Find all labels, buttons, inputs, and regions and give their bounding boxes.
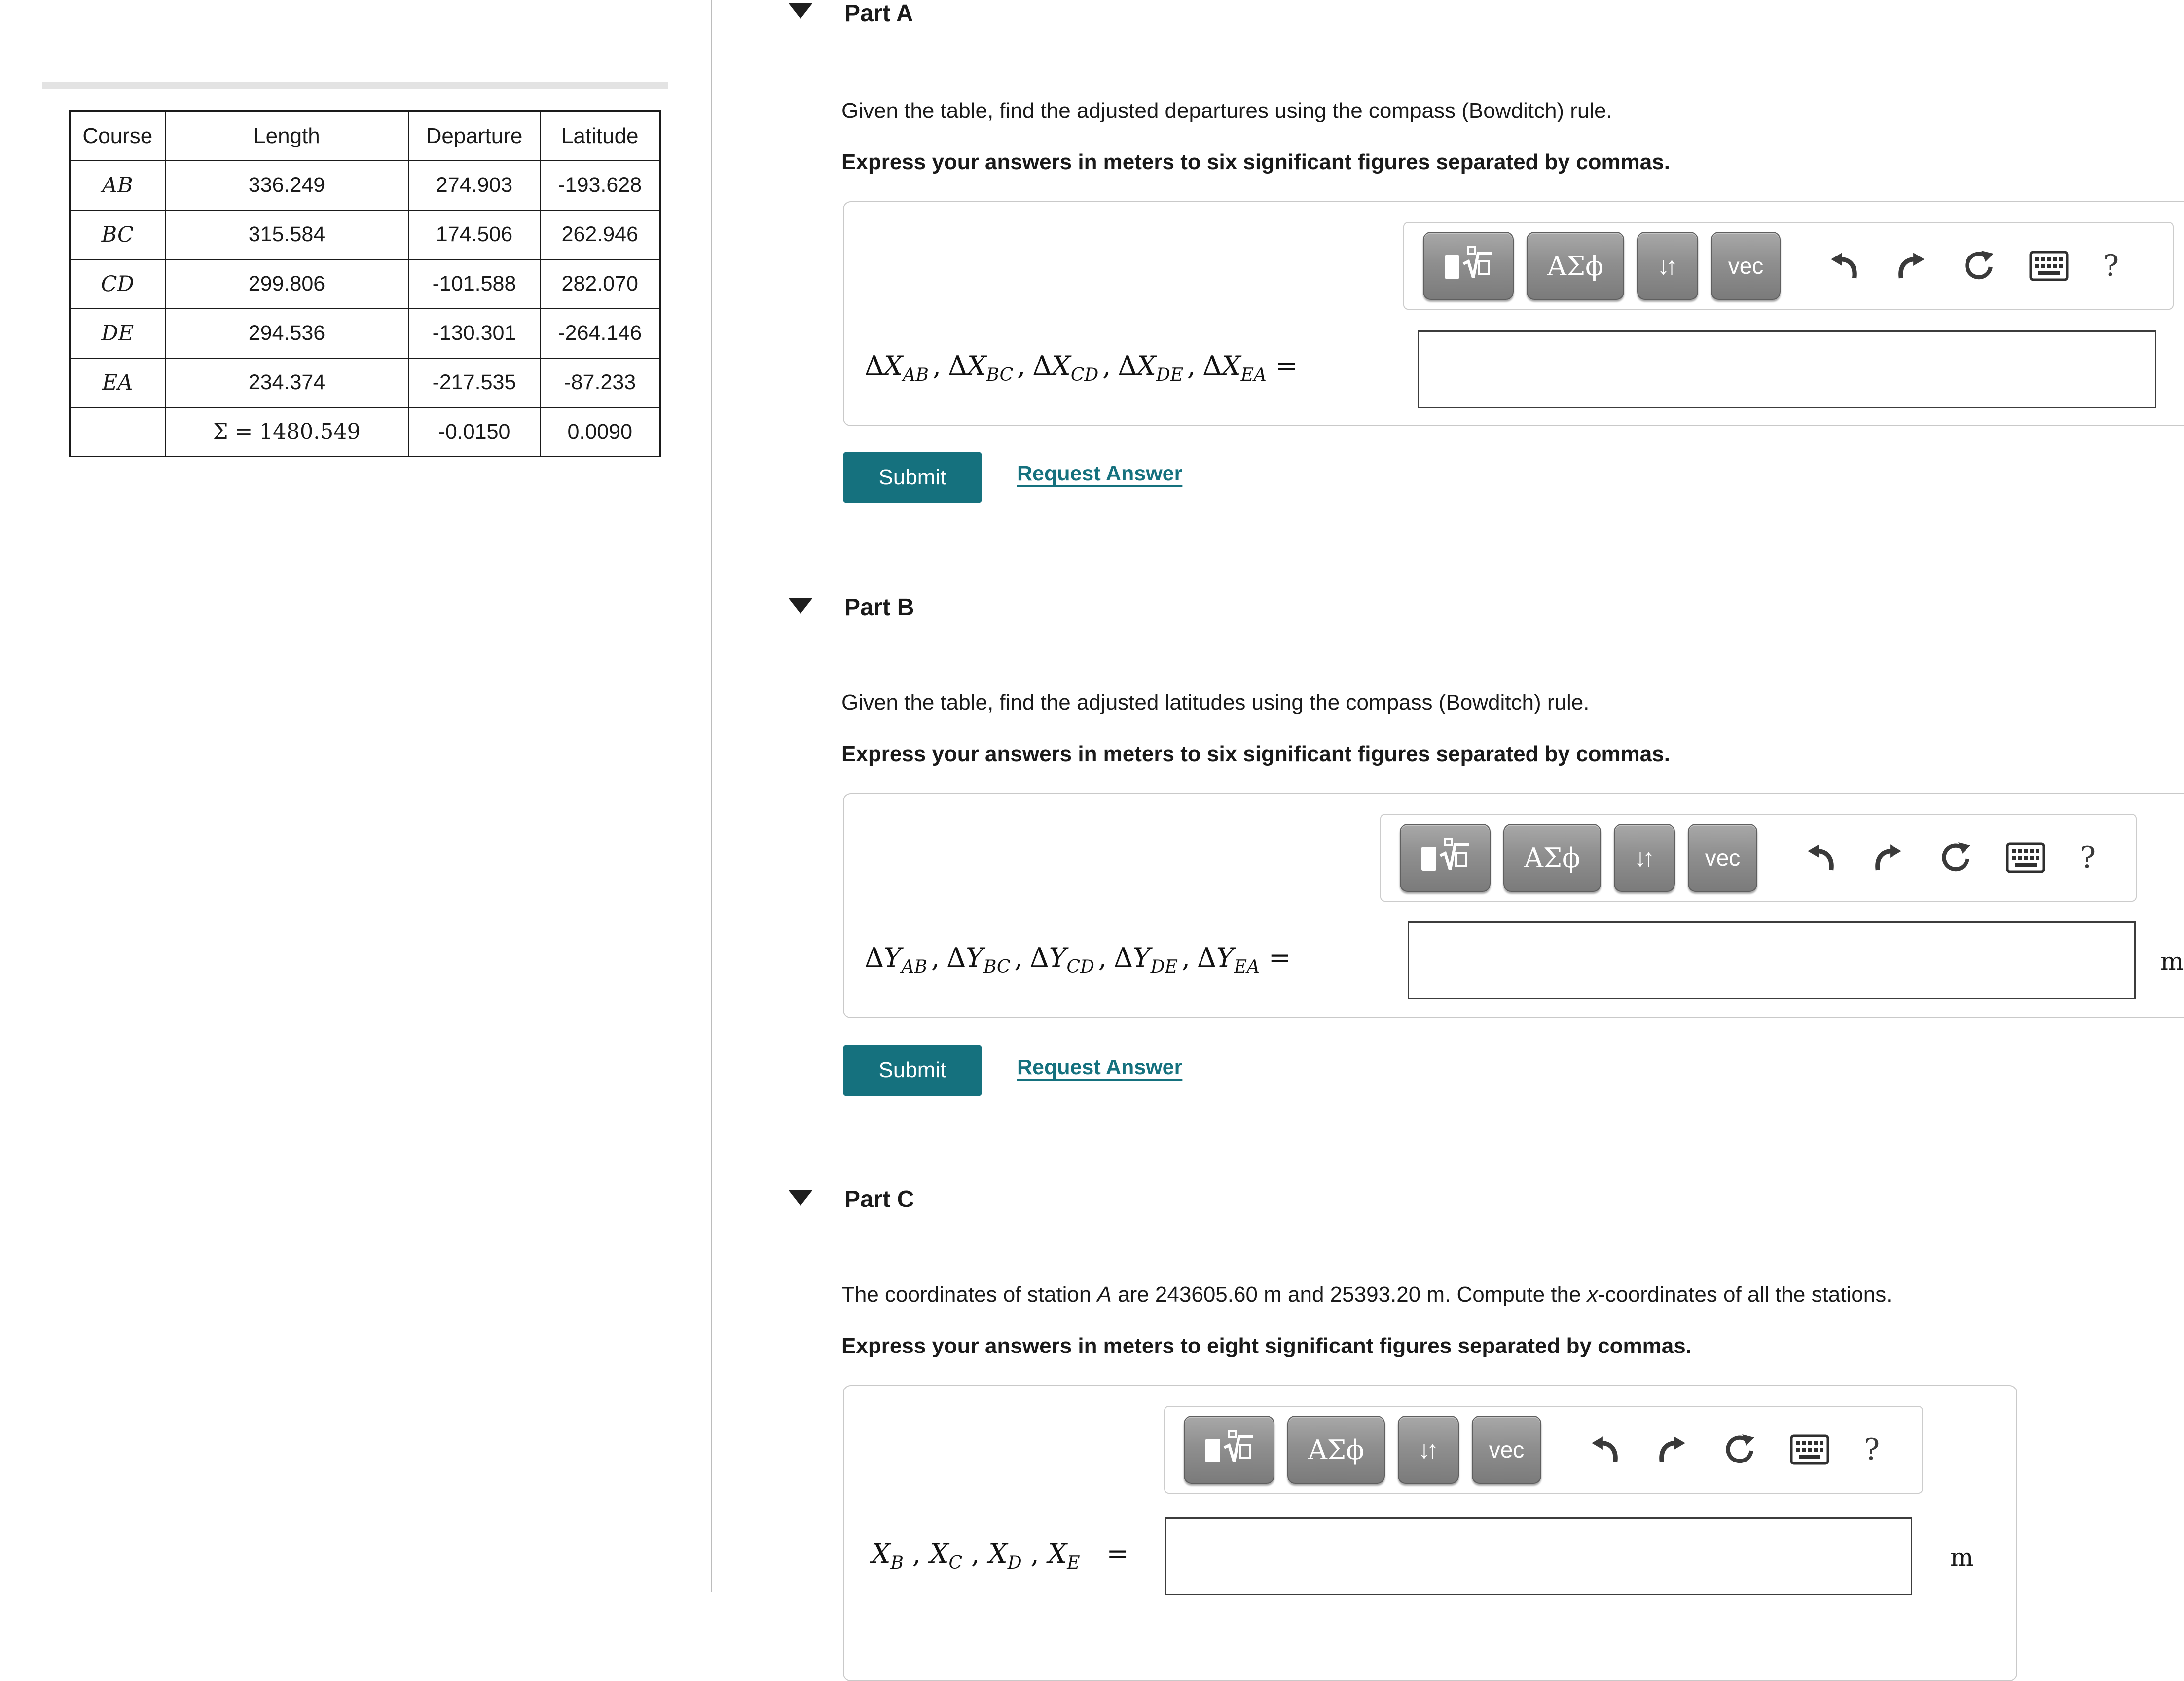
keyboard-icon[interactable] bbox=[2029, 251, 2069, 281]
table-row bbox=[70, 161, 660, 210]
updown-arrows-button[interactable]: ↓↑ bbox=[1398, 1416, 1459, 1484]
cell-course: CD bbox=[70, 259, 165, 309]
cell-length: 299.806 bbox=[165, 259, 409, 309]
greek-symbols-button[interactable]: ΑΣϕ bbox=[1527, 232, 1624, 300]
cell-departure: -101.588 bbox=[409, 259, 540, 309]
cell-course: AB bbox=[70, 161, 165, 210]
cell-latitude: 262.946 bbox=[540, 210, 660, 259]
part-title: Part A bbox=[844, 0, 913, 27]
greek-symbols-button[interactable]: ΑΣϕ bbox=[1287, 1416, 1385, 1484]
table-row bbox=[70, 309, 660, 358]
cell-course: EA bbox=[70, 358, 165, 407]
help-icon[interactable]: ? bbox=[2080, 840, 2096, 875]
reset-icon[interactable] bbox=[1723, 1433, 1755, 1466]
part-prompt: Given the table, find the adjusted latitudes using the compass (Bowditch) rule. bbox=[841, 691, 1590, 715]
help-icon[interactable]: ? bbox=[1864, 1432, 1880, 1467]
col-header-length: Length bbox=[165, 111, 409, 161]
cell-latitude: -264.146 bbox=[540, 309, 660, 358]
template-icon bbox=[1443, 243, 1494, 289]
submit-button[interactable]: Submit bbox=[843, 452, 982, 503]
cell-length: 315.584 bbox=[165, 210, 409, 259]
equation-template-button[interactable] bbox=[1400, 824, 1491, 892]
unit-label: m bbox=[2160, 947, 2184, 976]
col-header-departure: Departure bbox=[409, 111, 540, 161]
table-header-row bbox=[70, 111, 660, 161]
request-answer-link[interactable]: Request Answer bbox=[1017, 462, 1183, 485]
redo-icon[interactable] bbox=[1656, 1433, 1688, 1466]
table-sum-row bbox=[70, 407, 660, 457]
updown-arrows-button[interactable]: ↓↑ bbox=[1637, 232, 1698, 300]
part-prompt: The coordinates of station A are 243605.60 m and 25393.20 m. Compute the x-coordinates of all the stations. bbox=[841, 1282, 1893, 1307]
undo-icon[interactable] bbox=[1805, 841, 1837, 874]
undo-icon[interactable] bbox=[1828, 250, 1860, 282]
part-instruction: Express your answers in meters to six significant figures separated by commas. bbox=[841, 742, 1670, 766]
collapse-triangle-icon[interactable] bbox=[788, 1190, 813, 1206]
keyboard-icon[interactable] bbox=[1790, 1434, 1829, 1465]
cell-latitude: -87.233 bbox=[540, 358, 660, 407]
cell-course: DE bbox=[70, 309, 165, 358]
submit-button[interactable]: Submit bbox=[843, 1045, 982, 1096]
answer-input[interactable] bbox=[1418, 330, 2156, 408]
part-instruction: Express your answers in meters to six significant figures separated by commas. bbox=[841, 150, 1670, 174]
math-toolbar bbox=[1403, 222, 2174, 310]
col-header-course: Course bbox=[70, 111, 165, 161]
cell-latitude: -193.628 bbox=[540, 161, 660, 210]
unit-label: m bbox=[1950, 1543, 1974, 1571]
answer-panel bbox=[843, 201, 2184, 426]
math-toolbar bbox=[1164, 1406, 1923, 1494]
collapse-triangle-icon[interactable] bbox=[788, 598, 813, 614]
answer-input[interactable] bbox=[1165, 1517, 1912, 1595]
math-toolbar bbox=[1380, 814, 2137, 902]
greek-symbols-button[interactable]: ΑΣϕ bbox=[1503, 824, 1601, 892]
cell-departure: 174.506 bbox=[409, 210, 540, 259]
part-prompt: Given the table, find the adjusted departures using the compass (Bowditch) rule. bbox=[841, 99, 1612, 123]
redo-icon[interactable] bbox=[1872, 841, 1904, 874]
answer-input[interactable] bbox=[1408, 921, 2136, 999]
cell-departure-sum: -0.0150 bbox=[409, 407, 540, 457]
vector-button[interactable]: vec bbox=[1688, 824, 1757, 892]
equation-template-button[interactable] bbox=[1184, 1416, 1274, 1484]
cell-course: BC bbox=[70, 210, 165, 259]
cell-length-sum: Σ = 1480.549 bbox=[165, 407, 409, 457]
help-icon[interactable]: ? bbox=[2103, 249, 2119, 283]
keyboard-icon[interactable] bbox=[2006, 842, 2045, 873]
cell-empty bbox=[70, 407, 165, 457]
pane-divider bbox=[711, 0, 712, 1592]
equation-template-button[interactable] bbox=[1423, 232, 1514, 300]
answer-panel bbox=[843, 1385, 2017, 1681]
table-row bbox=[70, 358, 660, 407]
cell-departure: 274.903 bbox=[409, 161, 540, 210]
template-icon bbox=[1203, 1427, 1255, 1472]
vector-button[interactable]: vec bbox=[1472, 1416, 1541, 1484]
table-row bbox=[70, 259, 660, 309]
part-title: Part C bbox=[844, 1186, 914, 1212]
cell-length: 336.249 bbox=[165, 161, 409, 210]
cell-departure: -217.535 bbox=[409, 358, 540, 407]
vector-button[interactable]: vec bbox=[1711, 232, 1781, 300]
traverse-table bbox=[69, 110, 661, 457]
answer-panel bbox=[843, 793, 2184, 1018]
updown-arrows-button[interactable]: ↓↑ bbox=[1614, 824, 1675, 892]
reset-icon[interactable] bbox=[1962, 250, 1995, 282]
cell-length: 234.374 bbox=[165, 358, 409, 407]
equation-label: $\Delta X_{AB}$ , $\Delta X_{BC}$ , $\Delta X_{CD}$ , $\Delta X_{DE}$ , $\Delta X_{EA}$ = bbox=[865, 350, 1298, 385]
collapse-triangle-icon[interactable] bbox=[788, 3, 813, 19]
part-title: Part B bbox=[844, 594, 914, 621]
cell-departure: -130.301 bbox=[409, 309, 540, 358]
cell-latitude: 282.070 bbox=[540, 259, 660, 309]
cell-length: 294.536 bbox=[165, 309, 409, 358]
table-row bbox=[70, 210, 660, 259]
part-instruction: Express your answers in meters to eight significant figures separated by commas. bbox=[841, 1334, 1692, 1358]
col-header-latitude: Latitude bbox=[540, 111, 660, 161]
equation-label: $X_B$ , $X_C$ , $X_D$ , $X_E$ = bbox=[872, 1538, 1129, 1573]
redo-icon[interactable] bbox=[1895, 250, 1928, 282]
request-answer-link[interactable]: Request Answer bbox=[1017, 1056, 1183, 1079]
equation-label: $\Delta Y_{AB}$ , $\Delta Y_{BC}$ , $\Delta Y_{CD}$ , $\Delta Y_{DE}$ , $\Delta Y_{EA}$ = bbox=[865, 942, 1291, 977]
reset-icon[interactable] bbox=[1939, 841, 1971, 874]
cell-latitude-sum: 0.0090 bbox=[540, 407, 660, 457]
left-pane-rule bbox=[42, 82, 668, 89]
template-icon bbox=[1420, 835, 1471, 880]
undo-icon[interactable] bbox=[1589, 1433, 1621, 1466]
